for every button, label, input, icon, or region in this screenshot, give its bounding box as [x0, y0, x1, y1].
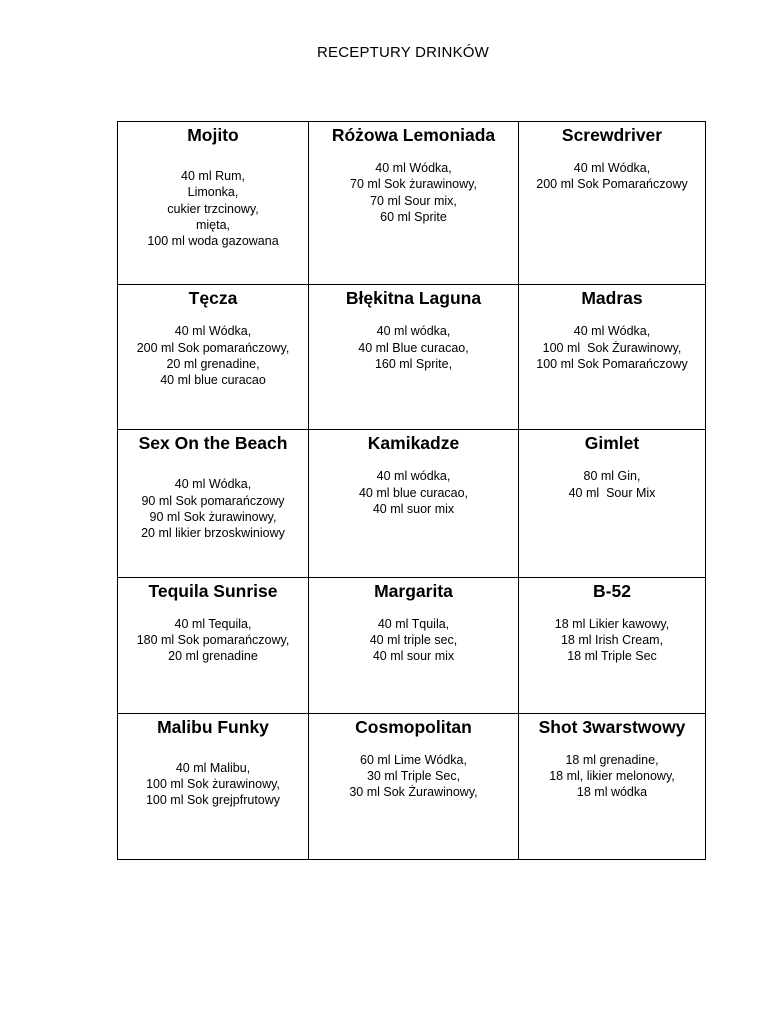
recipe-table	[117, 121, 706, 860]
ingredient: 40 ml suor mix	[372, 502, 455, 516]
table-row	[118, 285, 706, 430]
ingredient: 100 ml woda gazowana	[147, 234, 279, 249]
ingredient: 100 ml Sok grejpfrutowy	[145, 793, 281, 808]
ingredient: 40 ml Sour Mix	[568, 485, 656, 500]
ingredient: 40 ml Tquila,	[377, 616, 450, 631]
recipe-cell	[118, 430, 309, 577]
ingredient: 100 ml Sok Żurawinowy,	[542, 340, 682, 355]
ingredient: 180 ml Sok pomarańczowy,	[136, 632, 290, 647]
ingredient: 80 ml Gin,	[583, 469, 641, 484]
recipe-cell	[118, 713, 309, 859]
ingredient-list	[118, 168, 308, 249]
drink-name: Błękitna Laguna	[345, 288, 482, 309]
ingredient: 40 ml blue curacao,	[358, 485, 469, 500]
ingredient: 18 ml Triple Sec	[567, 649, 657, 664]
ingredient: 40 ml wódka,	[376, 324, 451, 339]
recipe-cell	[309, 713, 519, 859]
ingredient: 40 ml Wódka,	[174, 477, 252, 492]
drink-name: Screwdriver	[561, 125, 663, 145]
ingredient: 40 ml Blue curacao,	[358, 340, 469, 355]
table-row	[118, 430, 706, 577]
ingredient: 18 ml wódka	[576, 785, 648, 800]
table-row	[118, 577, 706, 713]
drink-name: Cosmopolitan	[355, 716, 472, 737]
ingredient: 160 ml Sprite,	[374, 356, 453, 371]
ingredient: 100 ml Sok Pomarańczowy	[536, 356, 688, 371]
ingredient: 40 ml Tequila,	[174, 616, 252, 631]
ingredient: 60 ml Sprite	[380, 209, 447, 224]
ingredient: 20 ml grenadine,	[166, 356, 260, 371]
recipe-cell	[519, 285, 706, 430]
drink-name: Madras	[581, 288, 643, 309]
ingredient: 40 ml Wódka,	[375, 161, 452, 175]
ingredient: 60 ml Lime Wódka,	[360, 752, 467, 767]
ingredient: 20 ml grenadine	[168, 649, 258, 664]
ingredient-list	[519, 616, 705, 665]
drink-name: Sex On the Beach	[138, 433, 288, 454]
recipe-cell	[309, 122, 519, 285]
ingredient: 90 ml Sok pomarańczowy	[141, 493, 285, 508]
ingredient: 40 ml Wódka,	[573, 161, 651, 175]
ingredient: 18 ml Irish Cream,	[560, 632, 664, 647]
drink-name: Margarita	[374, 580, 453, 601]
recipe-cell	[519, 577, 706, 713]
drink-name: Tęcza	[188, 288, 238, 309]
ingredient-list	[309, 160, 518, 225]
ingredient: 30 ml Sok Żurawinowy,	[349, 785, 478, 800]
ingredient: 20 ml likier brzoskwiniowy	[141, 526, 285, 541]
recipe-cell	[309, 577, 519, 713]
drink-name: Gimlet	[584, 433, 640, 454]
table-row	[118, 713, 706, 859]
ingredient: 18 ml Likier kawowy,	[554, 616, 670, 631]
ingredient: 40 ml sour mix	[372, 649, 455, 664]
ingredient-list	[519, 323, 705, 372]
recipe-cell	[309, 430, 519, 577]
ingredient: 18 ml grenadine,	[565, 752, 659, 767]
table-row	[118, 122, 706, 285]
ingredient: 70 ml Sok żurawinowy,	[350, 177, 477, 192]
ingredient: 40 ml triple sec,	[369, 632, 458, 647]
ingredient-list	[309, 616, 518, 665]
ingredient-list	[519, 752, 705, 801]
ingredient: 18 ml, likier melonowy,	[549, 769, 675, 784]
drink-name: Tequila Sunrise	[148, 580, 278, 601]
recipe-cell	[118, 122, 309, 285]
recipe-cell	[519, 122, 706, 285]
ingredient: 40 ml wódka,	[376, 469, 451, 484]
ingredient: 70 ml Sour mix,	[370, 193, 457, 208]
ingredient-list	[118, 616, 308, 665]
drink-name: Różowa Lemoniada	[331, 125, 496, 145]
ingredient: mięta,	[195, 217, 231, 232]
ingredient-list	[519, 468, 705, 501]
ingredient-list	[118, 323, 308, 388]
ingredient: 200 ml Sok pomarańczowy,	[136, 340, 290, 355]
ingredient: 100 ml Sok żurawinowy,	[146, 777, 280, 792]
recipe-cell	[309, 285, 519, 430]
ingredient: 200 ml Sok Pomarańczowy	[536, 177, 688, 192]
ingredient-list	[118, 476, 308, 541]
ingredient-list	[309, 752, 518, 801]
recipe-cell	[118, 285, 309, 430]
recipe-cell	[118, 577, 309, 713]
ingredient: 40 ml Rum,	[181, 169, 245, 183]
ingredient: 40 ml Wódka,	[174, 324, 252, 339]
ingredient-list	[309, 323, 518, 372]
ingredient: 90 ml Sok żurawinowy,	[149, 510, 277, 524]
ingredient-list	[118, 760, 308, 809]
ingredient: 40 ml blue curacao	[160, 373, 266, 388]
drink-name: B-52	[593, 580, 631, 601]
ingredient: cukier trzcinowy,	[167, 201, 259, 216]
recipe-cell	[519, 713, 706, 859]
ingredient: Limonka,	[187, 185, 239, 200]
recipe-cell	[519, 430, 706, 577]
ingredient-list	[519, 160, 705, 193]
drink-name: Shot 3warstwowy	[538, 716, 686, 737]
ingredient: 40 ml Malibu,	[175, 760, 251, 775]
ingredient-list	[309, 468, 518, 517]
ingredient: 30 ml Triple Sec,	[366, 769, 461, 784]
drink-name: Mojito	[187, 125, 239, 145]
drink-name: Kamikadze	[367, 433, 460, 454]
document-title: RECEPTURY DRINKÓW	[316, 44, 490, 61]
drink-name: Malibu Funky	[157, 716, 269, 737]
ingredient: 40 ml Wódka,	[573, 324, 651, 339]
